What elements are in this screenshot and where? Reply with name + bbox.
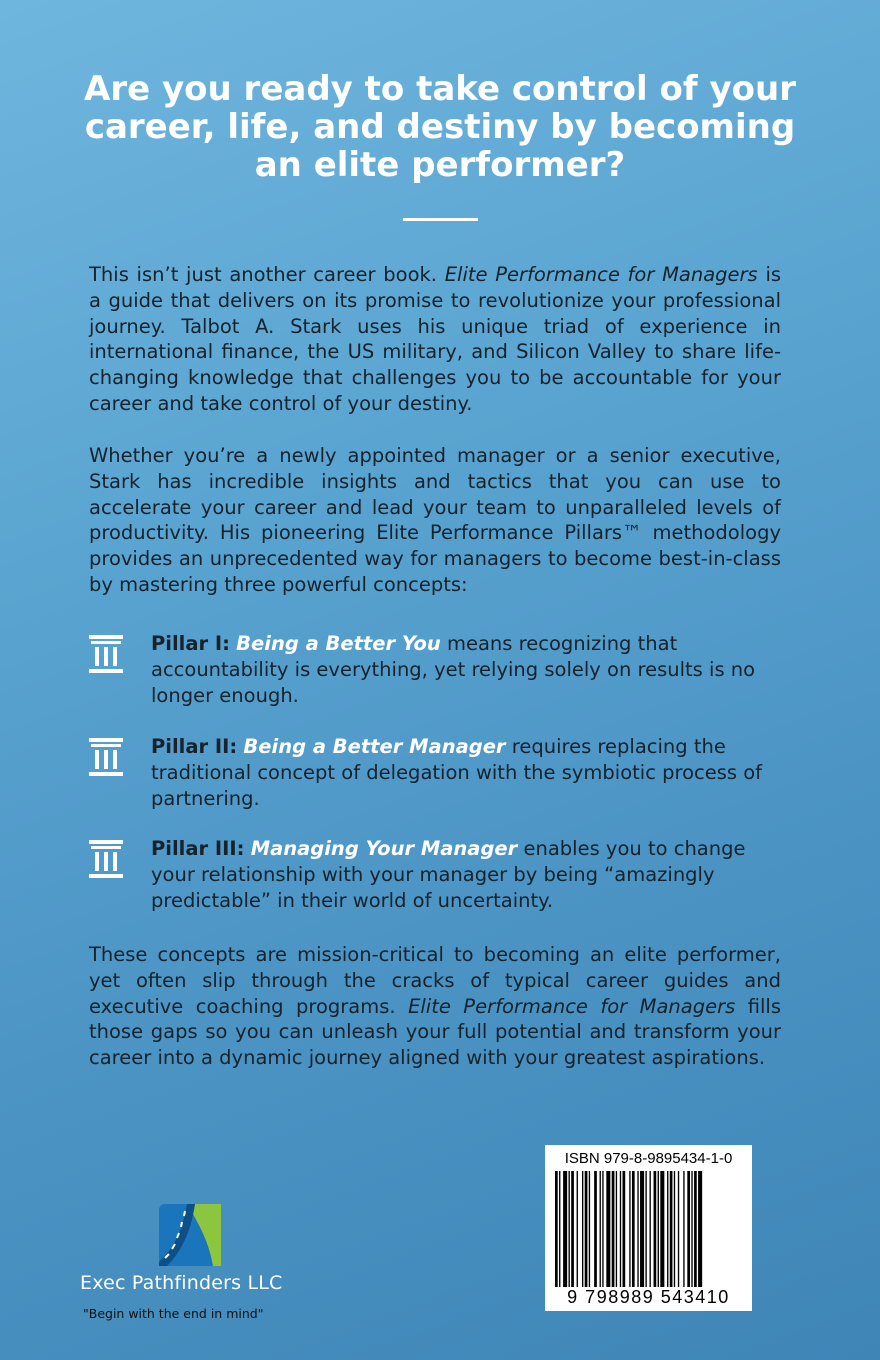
- pillar-item-1: [89, 631, 789, 711]
- pillar-item-2: [89, 734, 789, 814]
- barcode-bar: [559, 1171, 560, 1287]
- barcode-bar: [667, 1171, 668, 1287]
- pillar-icon: [89, 635, 123, 673]
- barcode-bar: [600, 1171, 601, 1287]
- barcode: [545, 1145, 752, 1311]
- barcode-bar: [683, 1171, 684, 1287]
- barcode-bar: [698, 1171, 702, 1287]
- barcode-bar: [571, 1171, 574, 1287]
- barcode-bars: [555, 1171, 742, 1287]
- barcode-digits: 9 798989 543410: [567, 1287, 730, 1307]
- intro-lead: This isn’t just another career book.: [89, 263, 438, 286]
- closing-part-1: These concepts are mission-critical to becoming an elite performer, yet often slip through the cracks of typical career guides and executive coaching programs.: [89, 943, 781, 1018]
- barcode-bar: [650, 1171, 651, 1287]
- pillar-label: Pillar II:: [151, 735, 238, 758]
- barcode-bar: [691, 1171, 692, 1287]
- pillar-description: enables you to change your relationship with your manager by being “amazingly predictable” in their world of uncertainty.: [151, 837, 746, 912]
- barcode-bar: [585, 1171, 588, 1287]
- barcode-bar: [637, 1171, 638, 1287]
- barcode-bar: [616, 1171, 617, 1287]
- barcode-bar: [589, 1171, 590, 1287]
- barcode-bar: [678, 1171, 679, 1287]
- pillar-label: Pillar I:: [151, 632, 230, 655]
- pillar-description: requires replacing the traditional concept of delegation with the symbiotic process of partnering.: [151, 735, 763, 810]
- barcode-bar: [594, 1171, 597, 1287]
- headline-line-2: career, life, and destiny by becoming: [84, 107, 796, 147]
- barcode-bar: [670, 1171, 673, 1287]
- methodology-paragraph: Whether you’re a newly appointed manager or a senior executive, Stark has incredible insights and tactics that you can use to accelerate your career and lead your team to unparalleled levels of productivity. His pioneering Elite Performance Pillars™ methodology provides an unprecedented way for managers to become best-in-class by mastering three powerful concepts:: [89, 444, 781, 596]
- pillar-title: Managing Your Manager: [250, 837, 518, 860]
- intro-paragraph: [89, 262, 781, 417]
- barcode-bar: [577, 1171, 578, 1287]
- headline-line-3: an elite performer?: [254, 145, 626, 185]
- headline-divider: [403, 218, 478, 221]
- barcode-bar: [687, 1171, 690, 1287]
- pillar-text: [151, 631, 791, 708]
- barcode-bar: [629, 1171, 630, 1287]
- pillar-text: [151, 836, 791, 913]
- isbn-number: ISBN 979-8-9895434-1-0: [564, 1150, 733, 1167]
- pillar-description: means recognizing that accountability is everything, yet relying solely on results is no longer enough.: [151, 632, 756, 707]
- barcode-bar: [640, 1171, 644, 1287]
- barcode-bar: [632, 1171, 635, 1287]
- barcode-bar: [602, 1171, 603, 1287]
- barcode-bar: [660, 1171, 664, 1287]
- publisher-tagline: "Begin with the end in mind": [83, 1306, 264, 1321]
- pillar-icon: [89, 738, 123, 776]
- barcode-bar: [582, 1171, 583, 1287]
- headline: [60, 70, 820, 184]
- barcode-bar: [658, 1171, 659, 1287]
- pillar-title: Being a Better You: [236, 632, 441, 655]
- barcode-bar: [623, 1171, 626, 1287]
- barcode-bar: [563, 1171, 567, 1287]
- headline-line-1: Are you ready to take control of your: [84, 69, 796, 109]
- intro-body: is a guide that delivers on its promise to revolutionize your professional journey. Talbot A. Stark uses his unique triad of experience in international finance, the US military, and Silicon Valley to share life-changing knowledge that challenges you to be accountable for your career and take control of your destiny.: [89, 263, 782, 415]
- intro-book-title: Elite Performance for Managers: [444, 263, 758, 286]
- closing-book-title: Elite Performance for Managers: [408, 994, 736, 1018]
- barcode-bar: [612, 1171, 615, 1287]
- pillar-icon: [89, 840, 123, 878]
- barcode-bar: [654, 1171, 657, 1287]
- publisher-logo-icon: [157, 1202, 223, 1268]
- closing-part-2: fills those gaps so you can unleash your full potential and transform your career into a dynamic journey aligned with your greatest aspirations.: [89, 994, 781, 1070]
- pillar-title: Being a Better Manager: [243, 735, 506, 758]
- barcode-bar: [606, 1171, 610, 1287]
- barcode-bar: [555, 1171, 558, 1287]
- barcode-bar: [620, 1171, 621, 1287]
- pillar-item-3: [89, 836, 789, 916]
- barcode-bar: [674, 1171, 675, 1287]
- barcode-bar: [569, 1171, 570, 1287]
- publisher-name: Exec Pathfinders LLC: [80, 1272, 283, 1294]
- closing-paragraph: [89, 942, 781, 1071]
- barcode-bar: [645, 1171, 646, 1287]
- pillar-text: [151, 734, 791, 811]
- barcode-bar: [694, 1171, 697, 1287]
- pillar-label: Pillar III:: [151, 837, 245, 860]
